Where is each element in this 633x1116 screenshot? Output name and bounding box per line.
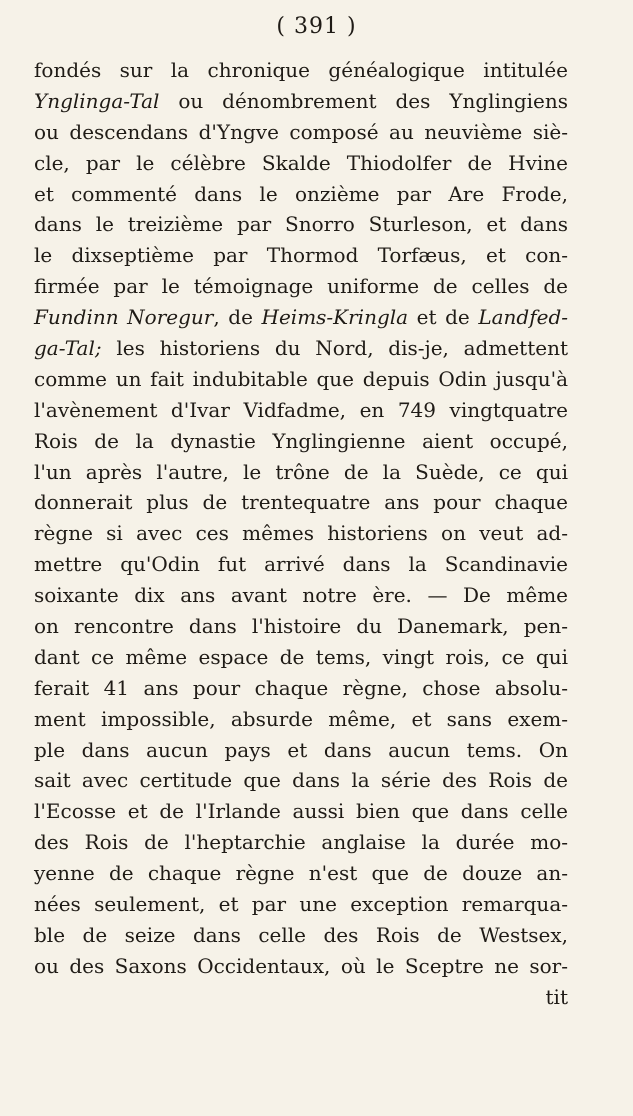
text-segment: ment impossible, absurde même, et sans exem- <box>34 706 568 731</box>
text-line <box>34 982 568 1013</box>
text-segment: les historiens du Nord, dis-je, admettent <box>101 336 568 361</box>
text-line <box>34 765 568 796</box>
text-line <box>34 209 568 240</box>
text-segment: ble de seize dans celle des Rois de Westsex, <box>34 922 568 947</box>
text-segment: tit <box>545 984 568 1009</box>
text-segment: ple dans aucun pays et dans aucun tems. On <box>34 737 568 762</box>
text-line <box>34 271 568 302</box>
text-segment: nées seulement, et par une exception remarqua- <box>34 892 568 917</box>
text-line <box>34 240 568 271</box>
text-line <box>34 549 568 580</box>
text-line <box>34 364 568 395</box>
text-segment: soixante dix ans avant notre ère. — De même <box>34 583 568 608</box>
text-line <box>34 86 568 117</box>
text-segment: Rois de la dynastie Ynglingienne aient occupé, <box>34 428 568 453</box>
text-segment: ou descendans d'Yngve composé au neuvième siè- <box>34 119 568 144</box>
text-segment: et de <box>408 305 479 330</box>
text-line <box>34 580 568 611</box>
text-segment: firmée par le témoignage uniforme de celles de <box>34 274 568 299</box>
text-line <box>34 735 568 766</box>
text-line <box>34 889 568 920</box>
text-line <box>34 920 568 951</box>
text-line <box>34 796 568 827</box>
text-segment: sait avec certitude que dans la série des Rois de <box>34 768 568 793</box>
text-line <box>34 518 568 549</box>
text-segment: cle, par le célèbre Skalde Thiodolfer de Hvine <box>34 150 568 175</box>
text-segment: yenne de chaque règne n'est que de douze an- <box>34 861 568 886</box>
italic-title-segment: ga-Tal; <box>34 336 102 361</box>
text-segment: ou dénombrement des Ynglingiens <box>159 88 568 113</box>
text-segment: on rencontre dans l'histoire du Danemark, pen- <box>34 614 568 639</box>
text-segment: mettre qu'Odin fut arrivé dans la Scandinavie <box>34 552 568 577</box>
text-line <box>34 302 568 333</box>
body-text <box>34 55 568 1013</box>
text-line <box>34 333 568 364</box>
text-segment: dant ce même espace de tems, vingt rois, ce qui <box>34 644 568 669</box>
text-segment: comme un fait indubitable que depuis Odin jusqu'à <box>34 366 568 391</box>
italic-title-segment: Heims-Kringla <box>261 305 409 330</box>
text-segment: ferait 41 ans pour chaque règne, chose absolu- <box>34 675 568 700</box>
text-line <box>34 395 568 426</box>
text-line <box>34 179 568 210</box>
text-segment: des Rois de l'heptarchie anglaise la durée mo- <box>34 830 568 855</box>
text-segment: l'avènement d'Ivar Vidfadme, en 749 vingtquatre <box>34 397 568 422</box>
italic-title-segment: Fundinn Noregur <box>34 305 214 330</box>
text-segment: fondés sur la chronique généalogique intitulée <box>34 58 568 82</box>
text-segment: dans le treizième par Snorro Sturleson, et dans <box>34 212 568 237</box>
text-segment: donnerait plus de trentequatre ans pour chaque <box>34 490 568 515</box>
text-line <box>34 426 568 457</box>
text-segment: l'un après l'autre, le trône de la Suède, ce qui <box>34 459 568 484</box>
text-line <box>34 487 568 518</box>
text-line <box>34 148 568 179</box>
text-segment: et commenté dans le onzième par Are Frode, <box>34 181 568 206</box>
text-line <box>34 642 568 673</box>
page-number: ( 391 ) <box>276 14 357 39</box>
text-segment: règne si avec ces mêmes historiens on veut ad- <box>34 521 568 546</box>
text-segment: ou des Saxons Occidentaux, où le Sceptre ne sor- <box>34 953 568 978</box>
text-line <box>34 673 568 704</box>
text-line <box>34 827 568 858</box>
text-line <box>34 704 568 735</box>
text-segment: l'Ecosse et de l'Irlande aussi bien que dans celle <box>34 799 568 824</box>
text-segment: le dixseptième par Thormod Torfæus, et con- <box>34 243 568 268</box>
text-line <box>34 951 568 982</box>
text-line <box>34 457 568 488</box>
text-segment: , de <box>213 305 262 330</box>
italic-title-segment: Landfed- <box>478 305 568 330</box>
text-line <box>34 858 568 889</box>
text-line <box>34 117 568 148</box>
text-line <box>34 55 568 86</box>
text-line <box>34 611 568 642</box>
italic-title-segment: Ynglinga-Tal <box>34 88 160 113</box>
